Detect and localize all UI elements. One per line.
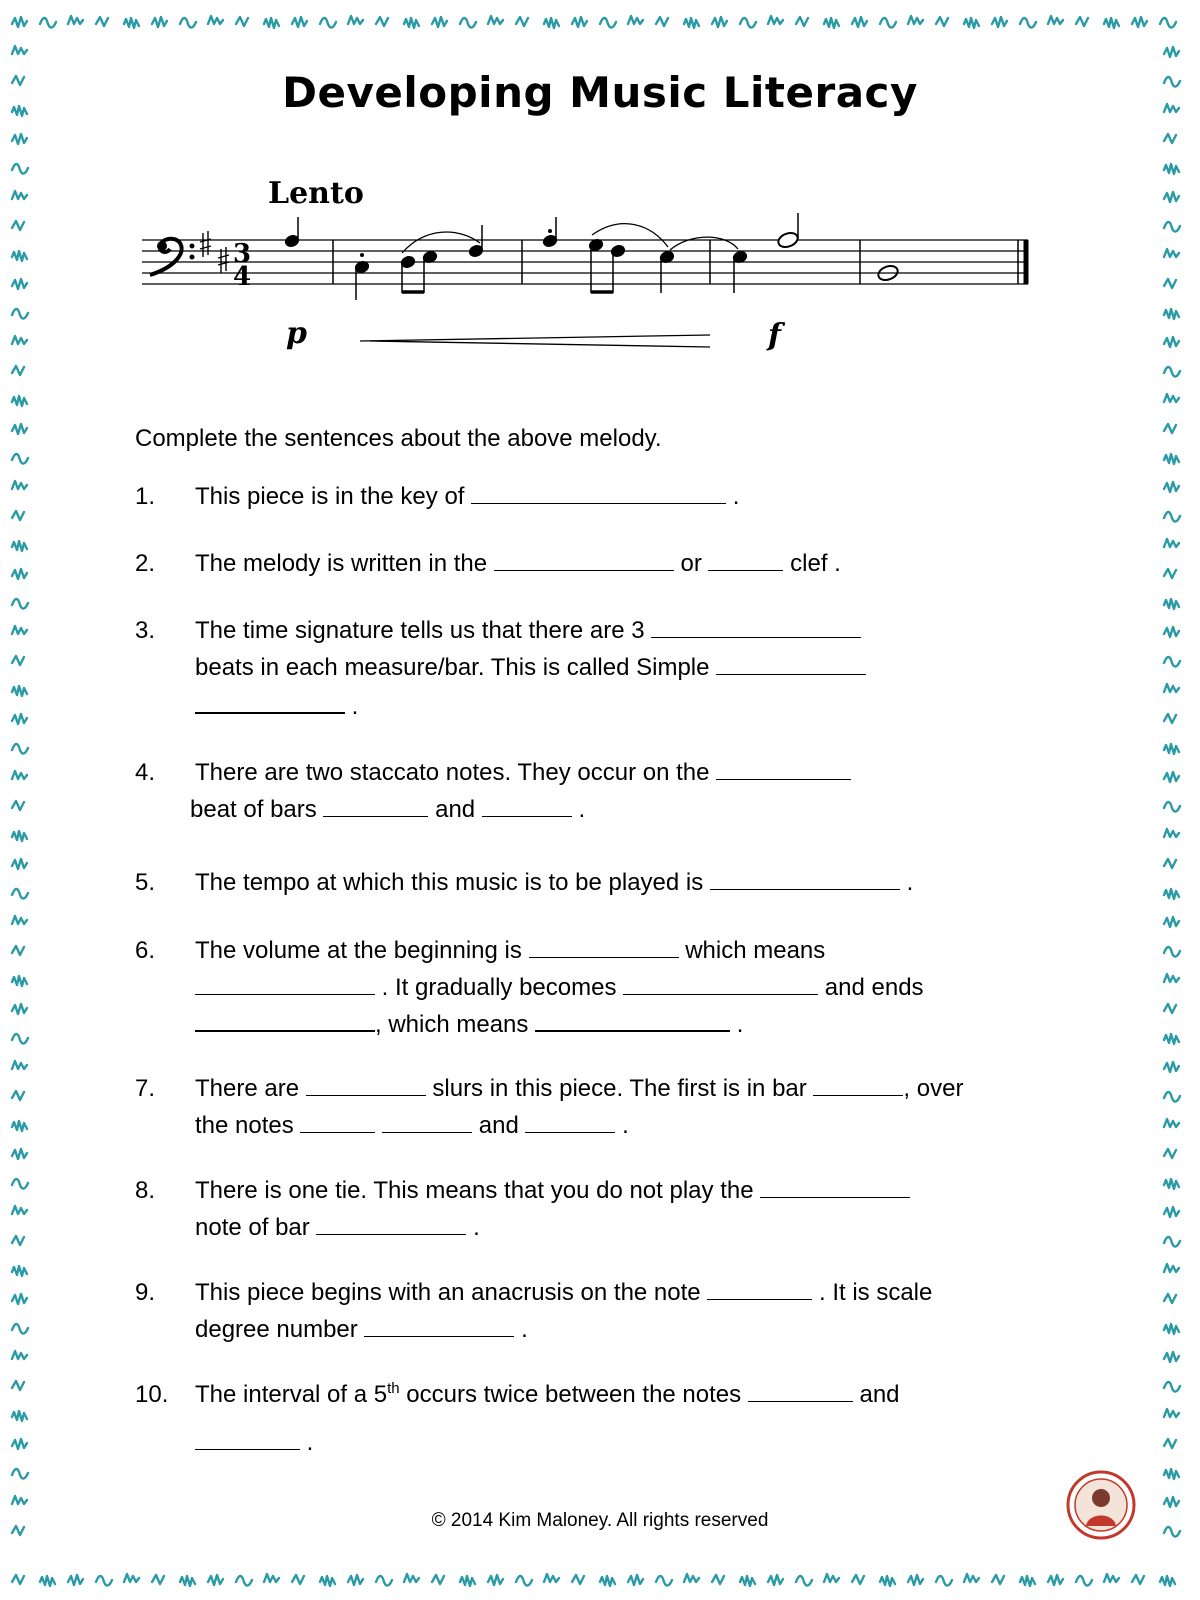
question-6 <box>135 932 1085 1043</box>
question-text: and <box>428 796 482 823</box>
dynamic-marking-end: f <box>768 318 781 353</box>
answer-blank[interactable] <box>195 1427 300 1450</box>
answer-blank[interactable] <box>716 652 866 675</box>
question-text: . <box>726 483 740 510</box>
question-number: 5. <box>135 869 156 896</box>
answer-blank[interactable] <box>710 867 900 890</box>
answer-blank[interactable] <box>300 1110 375 1133</box>
answer-blank[interactable] <box>525 1110 615 1133</box>
question-number: 9. <box>135 1279 156 1306</box>
question-number: 8. <box>135 1177 156 1204</box>
copyright-footer: © 2014 Kim Maloney. All rights reserved <box>431 1510 769 1531</box>
question-text: The tempo at which this music is to be played is <box>195 869 710 896</box>
question-text: . It is scale <box>812 1279 933 1306</box>
answer-blank[interactable] <box>623 972 818 995</box>
question-text: and <box>472 1112 526 1139</box>
answer-blank[interactable] <box>195 972 375 995</box>
question-number: 4. <box>135 759 156 786</box>
dynamic-marking-start: p <box>286 316 307 351</box>
question-text: beat of bars <box>190 796 324 823</box>
question-text: , over <box>903 1075 964 1102</box>
answer-blank[interactable] <box>760 1175 910 1198</box>
question-text: beats in each measure/bar. This is called Simple <box>195 654 717 681</box>
answer-blank[interactable] <box>748 1379 853 1402</box>
question-1 <box>135 478 1085 515</box>
question-text: degree number <box>195 1316 365 1343</box>
question-number: 2. <box>135 550 156 577</box>
question-number: 6. <box>135 937 156 964</box>
question-text: occurs twice between the notes <box>399 1381 748 1408</box>
instructions: Complete the sentences about the above melody. <box>135 425 662 452</box>
question-text: and <box>852 1381 900 1408</box>
question-text: clef . <box>783 550 841 577</box>
question-text: . <box>300 1429 314 1456</box>
question-text: note of bar <box>195 1214 317 1241</box>
question-text <box>375 1112 382 1139</box>
answer-blank[interactable] <box>382 1110 472 1133</box>
answer-blank[interactable] <box>708 548 783 571</box>
answer-blank[interactable] <box>651 615 861 638</box>
question-7 <box>135 1070 1085 1144</box>
question-text: This piece is in the key of <box>195 483 472 510</box>
question-text: The time signature tells us that there are 3 <box>195 617 652 644</box>
time-signature: 4 <box>233 262 252 292</box>
answer-blank[interactable] <box>316 1212 466 1235</box>
answer-blank[interactable] <box>323 794 428 817</box>
key-signature-sharps <box>200 231 229 273</box>
answer-blank[interactable] <box>813 1073 903 1096</box>
ordinal-suffix: th <box>387 1380 400 1397</box>
question-text: This piece begins with an anacrusis on the note <box>195 1279 708 1306</box>
question-text: . <box>899 869 914 896</box>
question-text: . <box>466 1214 480 1241</box>
notes <box>284 213 1026 300</box>
answer-blank[interactable] <box>716 757 851 780</box>
question-text: . It gradually becomes <box>375 974 624 1001</box>
question-text: There is one tie. This means that you do not play the <box>195 1177 761 1204</box>
answer-blank[interactable] <box>195 690 345 714</box>
question-number: 10. <box>135 1381 169 1408</box>
answer-blank[interactable] <box>195 1008 375 1032</box>
question-text: , which means <box>375 1011 536 1038</box>
question-text: There are two staccato notes. They occur on the <box>195 759 717 786</box>
answer-blank[interactable] <box>535 1008 730 1032</box>
question-text: . <box>615 1112 629 1139</box>
answer-blank[interactable] <box>482 794 572 817</box>
question-text: . <box>345 693 359 720</box>
question-text: the notes <box>195 1112 301 1139</box>
question-text: . <box>514 1316 528 1343</box>
question-text: The interval of a 5 <box>195 1381 388 1408</box>
question-8 <box>135 1172 1085 1246</box>
question-text: . <box>730 1011 744 1038</box>
answer-blank[interactable] <box>494 548 674 571</box>
question-number: 1. <box>135 483 156 510</box>
question-text: or <box>673 550 709 577</box>
answer-blank[interactable] <box>306 1073 426 1096</box>
bass-clef-icon <box>150 239 195 275</box>
question-text: The volume at the beginning is <box>195 937 529 964</box>
page-title: Developing Music Literacy <box>282 68 918 117</box>
question-text: slurs in this piece. The first is in bar <box>425 1075 814 1102</box>
question-text: There are <box>195 1075 306 1102</box>
question-2 <box>135 545 1085 582</box>
answer-blank[interactable] <box>529 935 679 958</box>
question-number: 3. <box>135 617 156 644</box>
question-number: 7. <box>135 1075 156 1102</box>
question-10 <box>135 1376 1085 1461</box>
answer-blank[interactable] <box>471 481 726 504</box>
music-score <box>140 175 1070 375</box>
question-4 <box>135 754 1085 828</box>
question-text: which means <box>678 937 826 964</box>
author-logo-badge <box>1066 1470 1136 1540</box>
question-3 <box>135 612 1085 725</box>
answer-blank[interactable] <box>364 1314 514 1337</box>
tempo-marking: Lento <box>268 176 364 211</box>
time-signature: 3 <box>233 239 252 269</box>
question-text: The melody is written in the <box>195 550 494 577</box>
question-text: . <box>571 796 586 823</box>
question-text: and ends <box>818 974 924 1001</box>
answer-blank[interactable] <box>707 1277 812 1300</box>
question-5 <box>135 864 1085 901</box>
crescendo-hairpin <box>360 335 710 347</box>
question-9 <box>135 1274 1085 1348</box>
